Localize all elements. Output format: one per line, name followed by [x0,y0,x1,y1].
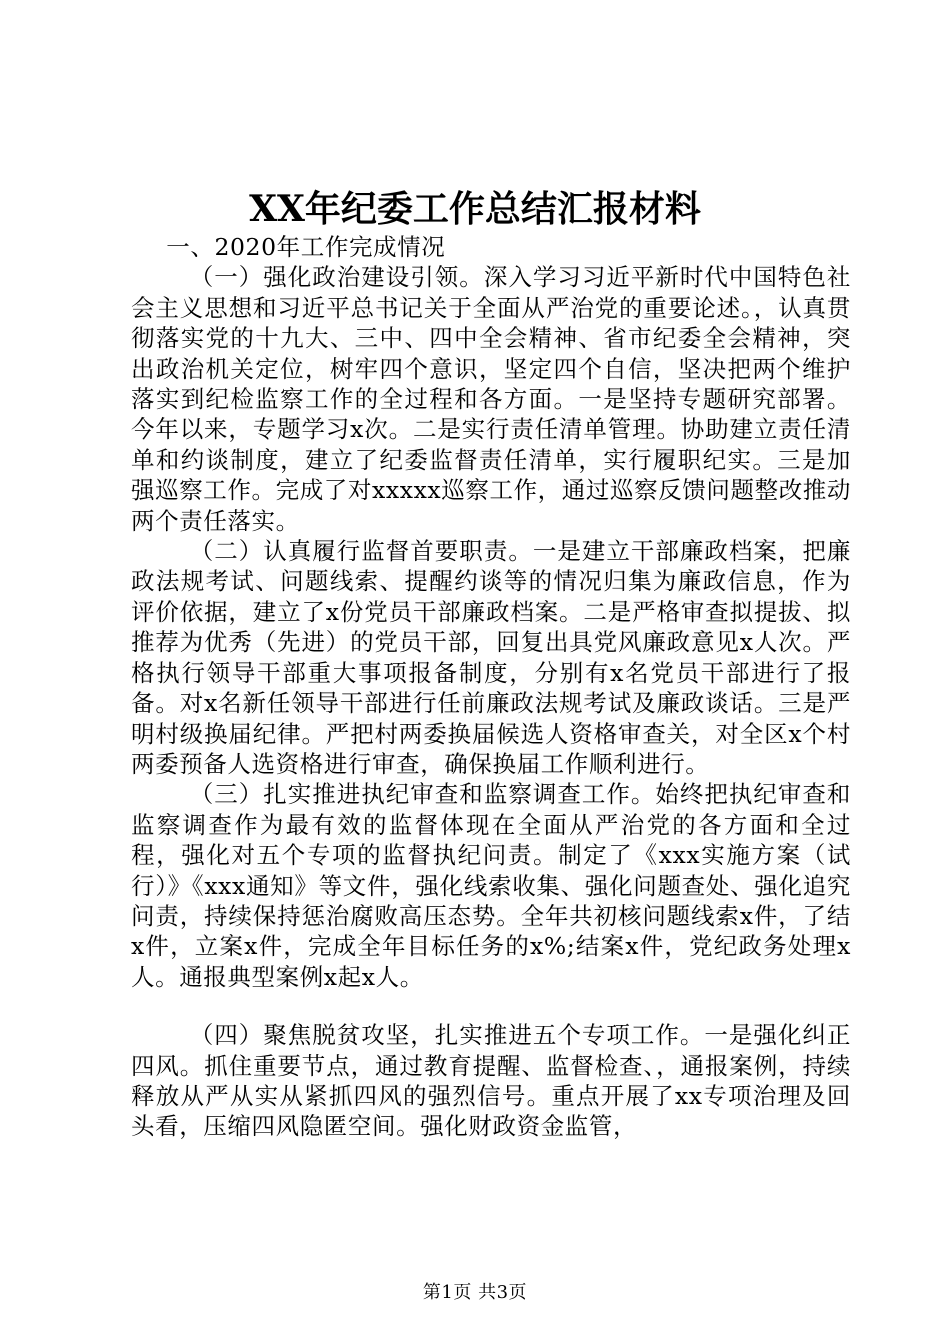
document-title: XX年纪委工作总结汇报材料 [249,188,701,230]
paragraph-2: （二）认真履行监督首要职责。一是建立干部廉政档案，把廉政法规考试、问题线索、提醒约谈等的情况归集为廉政信息，作为评价依据，建立了x份党员干部廉政档案。二是严格审查拟提拔、拟推荐为优秀（先进）的党员干部，回复出具党风廉政意见x人次。严格执行领导干部重大事项报备制度，分别有x名党员干部进行了报备。对x名新任领导干部进行任前廉政法规考试及廉政谈话。三是严明村级换届纪律。严把村两委换届候选人资格审查关，对全区x个村两委预备人选资格进行审查，确保换届工作顺利进行。 [131,537,851,778]
section-heading: 一、2020年工作完成情况 [166,233,446,261]
paragraph-1: （一）强化政治建设引领。深入学习习近平新时代中国特色社会主义思想和习近平总书记关于全面从严治党的重要论述。，认真贯彻落实党的十九大、三中、四中全会精神、省市纪委全会精神，突出政治机关定位，树牢四个意识，坚定四个自信，坚决把两个维护落实到纪检监察工作的全过程和各方面。一是坚持专题研究部署。今年以来，专题学习x次。二是实行责任清单管理。协助建立责任清单和约谈制度，建立了纪委监督责任清单，实行履职纪实。三是加强巡察工作。完成了对xxxxx巡察工作，通过巡察反馈问题整改推动两个责任落实。 [131,263,851,535]
page-number-footer: 第1页 共3页 [422,1282,528,1303]
document-body [131,232,851,1142]
paragraph-4: （四）聚焦脱贫攻坚，扎实推进五个专项工作。一是强化纠正四风。抓住重要节点，通过教育提醒、监督检查、，通报案例，持续释放从严从实从紧抓四风的强烈信号。重点开展了xx专项治理及回头看，压缩四风隐匿空间。强化财政资金监管， [131,1021,851,1141]
paragraph-3: （三）扎实推进执纪审查和监察调查工作。始终把执纪审查和监察调查作为最有效的监督体现在全面从严治党的各方面和全过程，强化对五个专项的监督执纪问责。制定了《xxx实施方案（试行）》《xxx通知》等文件，强化线索收集、强化问题查处、强化追究问责，持续保持惩治腐败高压态势。全年共初核问题线索x件，了结x件，立案x件，完成全年目标任务的x%;结案x件，党纪政务处理x人。通报典型案例x起x人。 [131,780,851,991]
